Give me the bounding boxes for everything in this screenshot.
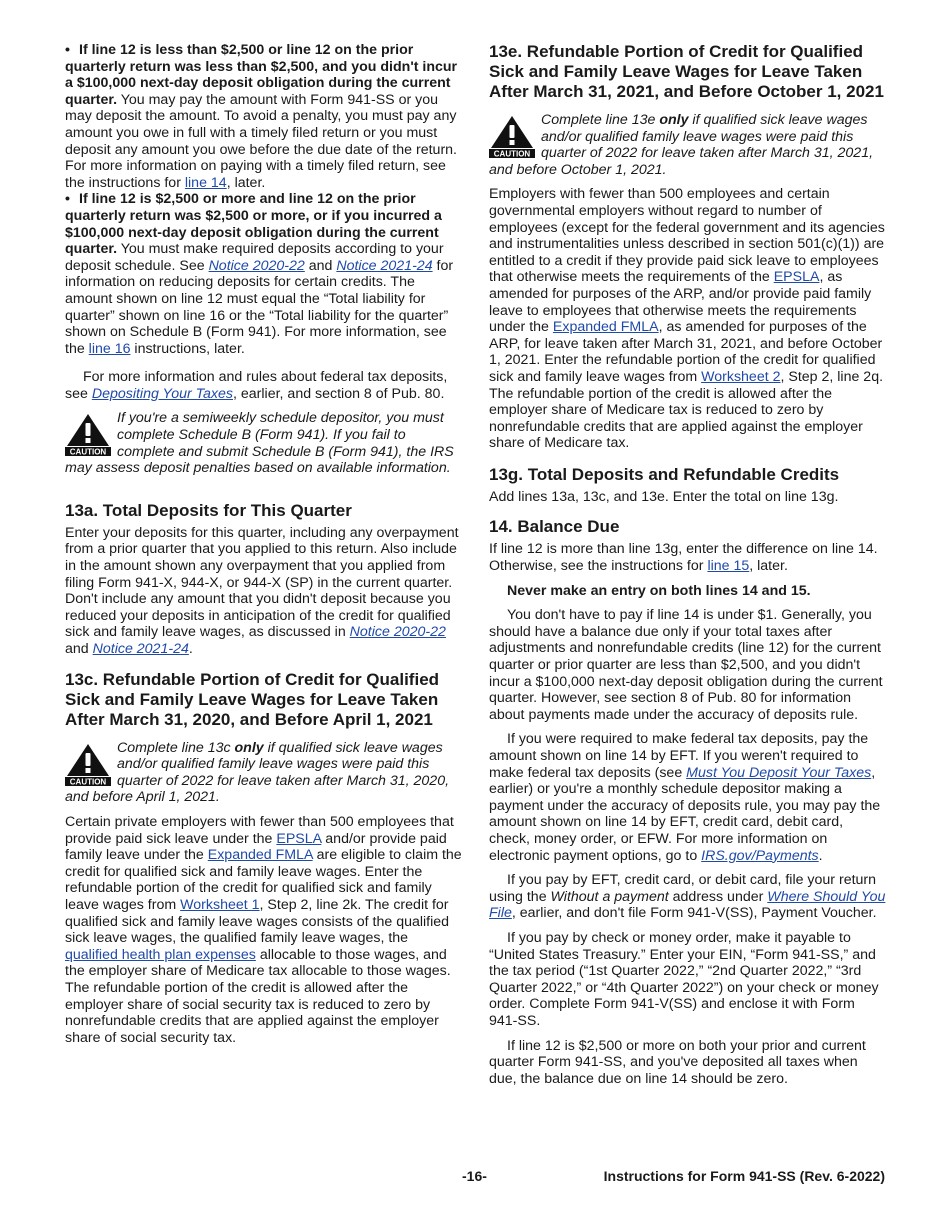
link-expanded-fmla[interactable]: Expanded FMLA bbox=[552, 319, 659, 336]
caution-13e: CAUTION Complete line 13e only if qualified sick leave wages and/or qualified family leave wages were paid this quarter of 2022 for leave taken after March 31, 2021, and before October 1, 2021. bbox=[489, 112, 874, 178]
link-notice-2021-24[interactable]: Notice 2021-24 bbox=[336, 257, 433, 274]
paragraph-14: If line 12 is more than line 13g, enter the difference on line 14. Otherwise, see the instructions for line 15, later. bbox=[489, 541, 878, 575]
paragraph-13c: Certain private employers with fewer than 500 employees that provide paid sick leave under the EPSLA and/or provide paid family leave under the Expanded FMLA are eligible to claim the credit for qualified sick and family leave wages. Enter the refundable portion of the credit for qualified sick and family leave wages from Worksheet 1, Step 2, line 2k. The credit for qualified sick and family leave wages consists of the qualified sick leave wages, the qualified family leave wages, the qualified health plan expenses allocable to those wages, and the employer share of Medicare tax allocable to those wages. The refundable portion of the credit is allowed after the employer share of social security tax is reduced to zero by nonrefundable credits that are applied against the employer share of social security tax. bbox=[65, 813, 462, 1046]
page-number: -16- bbox=[462, 1168, 487, 1184]
bullet-icon: • bbox=[65, 191, 70, 208]
heading-13g: 13g. Total Deposits and Refundable Credits bbox=[489, 464, 840, 484]
link-irs-payments[interactable]: IRS.gov/Payments bbox=[701, 847, 819, 864]
link-expanded-fmla[interactable]: Expanded FMLA bbox=[207, 847, 313, 864]
paragraph-under-1-dollar: You don't have to pay if line 14 is under $1. Generally, you should have a balance due only if your total taxes after adjustments and nonrefundable credits (line 12) for the current quarter or prior quarter are less than $2,500, and you didn't incur a $100,000 next-day deposit obligation during the current quarter. However, see section 8 of Pub. 80 for information about payments made under the accuracy of deposits rule. bbox=[489, 607, 883, 723]
heading-14: 14. Balance Due bbox=[489, 517, 620, 537]
link-notice-2020-22[interactable]: Notice 2020-22 bbox=[349, 624, 446, 641]
link-notice-2020-22[interactable]: Notice 2020-22 bbox=[208, 257, 305, 274]
heading-13e: 13e. Refundable Portion of Credit for Qualified Sick and Family Leave Wages for Leave Taken After March 31, 2021, and Before October 1, 2021 bbox=[489, 42, 884, 101]
link-worksheet-2[interactable]: Worksheet 2 bbox=[701, 368, 781, 385]
heading-13c: 13c. Refundable Portion of Credit for Qualified Sick and Family Leave Wages for Leave Taken After March 31, 2020, and Before April 1, 2021 bbox=[65, 669, 440, 729]
paragraph-balance-zero: If line 12 is $2,500 or more on both your prior and current quarter Form 941-SS, and you've deposited all taxes when due, the balance due on line 14 should be zero. bbox=[489, 1037, 866, 1087]
paragraph-pay-by-eft: If you pay by EFT, credit card, or debit card, file your return using the Without a payment address under Where Should You File, earlier, and don't file Form 941-V(SS), Payment Voucher. bbox=[489, 872, 886, 922]
bullet-icon: • bbox=[65, 42, 70, 58]
document-title: Instructions for Form 941-SS (Rev. 6-2022) bbox=[603, 1168, 885, 1184]
link-epsla[interactable]: EPSLA bbox=[276, 830, 322, 847]
page-footer bbox=[0, 1168, 950, 1188]
right-column bbox=[489, 42, 887, 1087]
link-epsla[interactable]: EPSLA bbox=[773, 269, 820, 286]
left-column bbox=[65, 42, 463, 1046]
link-line-16[interactable]: line 16 bbox=[88, 340, 131, 357]
link-worksheet-1[interactable]: Worksheet 1 bbox=[180, 896, 260, 913]
heading-13a: 13a. Total Deposits for This Quarter bbox=[65, 500, 352, 520]
caution-13c: CAUTION Complete line 13c only if qualified sick leave wages and/or qualified family leave wages were paid this quarter of 2022 for leave taken after March 31, 2020, and before April 1, 2021. bbox=[65, 739, 450, 806]
caution-icon bbox=[65, 412, 111, 456]
link-notice-2021-24[interactable]: Notice 2021-24 bbox=[92, 641, 189, 657]
paragraph-13a: Enter your deposits for this quarter, including any overpayment from a prior quarter that you applied to this return. Also include in the amount shown any overpayment that you applied from filing Form 941-X, 944-X, or 944-X (SP) in the current quarter. Don't include any amount that you didn't deposit because you reduced your deposits in anticipation of the credit for qualified sick and family leave wages, as discussed in Notice 2020-22 and Notice 2021-24. bbox=[65, 524, 459, 657]
link-depositing-your-taxes[interactable]: Depositing Your Taxes bbox=[91, 385, 234, 402]
link-line-14[interactable]: line 14 bbox=[184, 174, 227, 191]
svg-text:CAUTION: CAUTION bbox=[69, 777, 107, 786]
svg-text:CAUTION: CAUTION bbox=[69, 447, 107, 457]
bullet-less-than-2500: • If line 12 is less than $2,500 or line 12 on the prior quarterly return was less than $2,500, and you didn't incur a $100,000 next-day deposit obligation during the current quarter. You may pay the amount with Form 941-SS or you may deposit the amount. To avoid a penalty, you must pay any amount you owe in full with a timely filed return or you must deposit any amount you owe before the due date of the return. For more information on paying with a timely filed return, see the instructions for line 14, later. bbox=[65, 42, 458, 191]
bullet-2500-or-more: • If line 12 is $2,500 or more and line 12 on the prior quarterly return was $2,500 or more, or if you incurred a $100,000 next-day deposit obligation during the current quarter. You must make required deposits according to your deposit schedule. See Notice 2020-22 and Notice 2021-24 for information on reducing deposits for certain credits. The amount shown on line 12 must equal the “Total liability for quarter” shown on line 16 or the “Total liability for the quarter” shown on Schedule B (Form 941). For more information, see the line 16 instructions, later. bbox=[65, 191, 454, 357]
link-must-you-deposit[interactable]: Must You Deposit Your Taxes bbox=[686, 764, 872, 781]
paragraph-13e: Employers with fewer than 500 employees and certain governmental employers without regard to number of employees (except for the federal government and its agencies and instrumentalities unless described in section 501(c)(1)) are entitled to a credit if they provide paid sick leave to employees that otherwise meets the requirements of the EPSLA, as amended for purposes of the ARP, and/or provide paid family leave to employees that otherwise meets the requirements under the Expanded FMLA, as amended for purposes of the ARP, for leave taken after March 31, 2021, and before October 1, 2021. Enter the refundable portion of the credit for qualified sick and family leave wages from Worksheet 2, Step 2, line 2q. The refundable portion of the credit is allowed after the employer share of Medicare tax is reduced to zero by nonrefundable credits that are applied against the employer share of Medicare tax. bbox=[489, 186, 885, 452]
svg-text:CAUTION: CAUTION bbox=[493, 149, 531, 158]
paragraph-eft-required: If you were required to make federal tax deposits, pay the amount shown on line 14 by EFT. If you weren't required to make federal tax deposits (see Must You Deposit Your Taxes, earlier) or you're a monthly schedule depositor making a payment under the accuracy of deposits rule, you may pay the amount shown on line 14 by EFT, credit card, debit card, check, money order, or EFW. For more information on electronic payment options, go to IRS.gov/Payments. bbox=[489, 731, 881, 864]
paragraph-check-money-order: If you pay by check or money order, make it payable to “United States Treasury.” Enter your EIN, “Form 941-SS,” and the tax period (“1st Quarter 2022,” “2nd Quarter 2022,” “3rd Quarter 2022,” or “4th Quarter 2022”) on your check or money order. Complete Form 941-V(SS) and enclose it with Form 941-SS. bbox=[489, 929, 879, 1029]
caution-semiweekly: CAUTION If you're a semiweekly schedule depositor, you must complete Schedule B (Form 941). If you fail to complete and submit Schedule B (Form 941), the IRS may assess deposit penalties based on available information. bbox=[65, 410, 454, 477]
link-line-15[interactable]: line 15 bbox=[707, 558, 750, 575]
link-qualified-health-plan-expenses[interactable]: qualified health plan expenses bbox=[65, 946, 256, 963]
paragraph-13g: Add lines 13a, 13c, and 13e. Enter the total on line 13g. bbox=[489, 488, 839, 505]
link-where-should-you-file[interactable]: Where Should You File bbox=[489, 888, 886, 922]
caution-icon bbox=[65, 742, 111, 786]
caution-icon bbox=[489, 114, 535, 158]
more-info-paragraph: For more information and rules about federal tax deposits, see Depositing Your Taxes, earlier, and section 8 of Pub. 80. bbox=[65, 369, 448, 402]
never-both-lines-note: Never make an entry on both lines 14 and 15. bbox=[507, 582, 811, 599]
